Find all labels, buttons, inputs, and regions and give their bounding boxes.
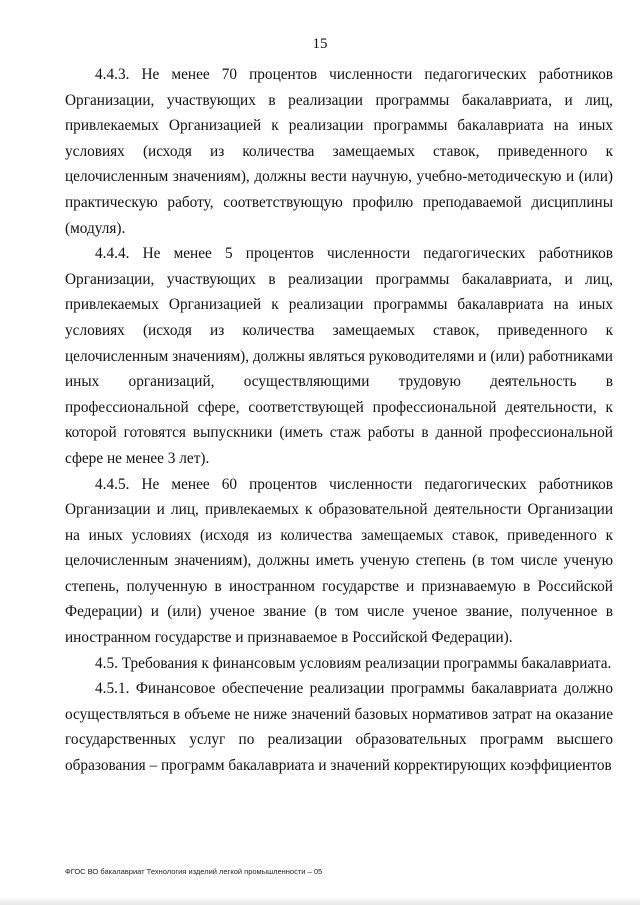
paragraph-4-4-4: 4.4.4. Не менее 5 процентов численности педагогических работников Организации, участвующих в реализации программы бакалавриата, и лиц, привлекаемых Организацией к реализации программы бакалавриата на иных условиях (исходя из количества замещаемых ставок, приведенного к целочисленным значениям), должны являться руководителями и (или) работниками иных организаций, осуществляющими трудовую деятельность в профессиональной сфере, соответствующей профессиональной деятельности, к которой готовятся выпускники (иметь стаж работы в данной профессиональной сфере не менее 3 лет). [65,245,613,467]
page-edge-shadow [0,897,640,905]
section-heading-4-5: 4.5. Требования к финансовым условиям реализации программы бакалавриата. [95,654,612,672]
paragraph-4-5-1: 4.5.1. Финансовое обеспечение реализации программы бакалавриата должно осуществляться в объеме не ниже значений базовых нормативов затрат на оказание государственных услуг по реализации образовательных программ высшего образования – программ бакалавриата и значений корректирующих коэффициентов [65,680,613,775]
document-body [65,62,613,779]
paragraph-4-4-5: 4.4.5. Не менее 60 процентов численности педагогических работников Организации и лиц, привлекаемых к образовательной деятельности Организации на иных условиях (исходя из количества замещаемых ставок, приведенного к целочисленным значениям), должны иметь ученую степень (в том числе ученую степень, полученную в иностранном государстве и признаваемую в Российской Федерации) и (или) ученое звание (в том числе ученое звание, полученное в иностранном государстве и признаваемое в Российской Федерации). [65,475,613,647]
page-number: 15 [312,36,328,52]
paragraph-4-4-3: 4.4.3. Не менее 70 процентов численности педагогических работников Организации, участвующих в реализации программы бакалавриата, и лиц, привлекаемых Организацией к реализации программы бакалавриата на иных условиях (исходя из количества замещаемых ставок, приведенного к целочисленным значениям), должны вести научную, учебно-методическую и (или) практическую работу, соответствующую профилю преподаваемой дисциплины (модуля). [65,66,613,237]
page-footer: ФГОС ВО бакалавриат Технология изделий легкой промышленности – 05 [65,867,323,876]
